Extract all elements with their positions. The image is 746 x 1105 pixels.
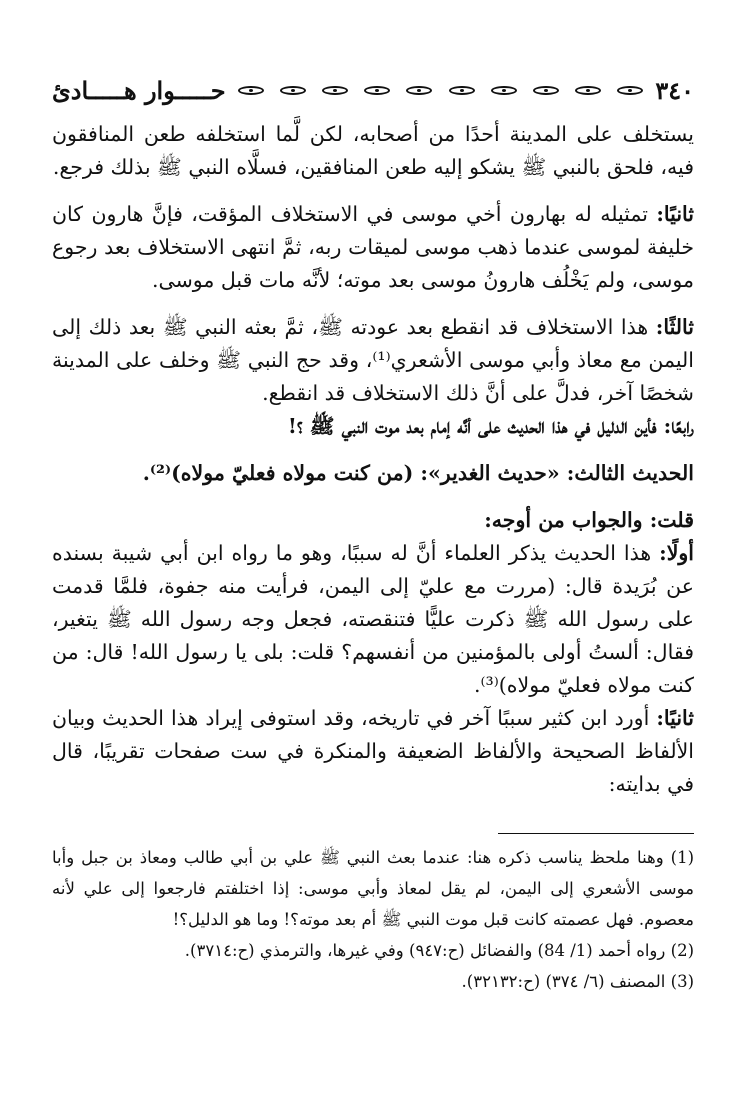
paragraph-lead: ثانيًا: (656, 202, 694, 226)
ornament-mark (322, 86, 348, 95)
header-ornament (238, 82, 644, 98)
paragraph-lead: ثالثًا: (655, 315, 694, 339)
paragraph-lead: أولًا: (659, 541, 694, 565)
paragraph (52, 537, 694, 702)
paragraph-text: هذا الاستخلاف قد انقطع بعد عودته ﷺ، ثمَّ بعثه النبي ﷺ بعد ذلك إلى اليمن مع معاذ وأبي موسى الأشعري⁽¹⁾، وقد حج النبي ﷺ وخلف على المدينة شخصًا آخر، فدلَّ على أنَّ ذلك الاستخلاف قد انقطع. (52, 315, 694, 405)
paragraph-lead: رابعًا: (663, 414, 694, 438)
ornament-mark (364, 86, 390, 95)
ornament-mark (491, 86, 517, 95)
footnote: (2) رواه أحمد (1/ 84) والفضائل (ح:٩٤٧) وفي غيرها، والترمذي (ح:٣٧١٤). (184, 941, 694, 960)
paragraph-text: يستخلف على المدينة أحدًا من أصحابه، لكن لَّما استخلفه طعن المنافقون فيه، فلحق بالنبي ﷺ يشكو إليه طعن المنافقين، فسلَّاه النبي ﷺ بذلك فرجع. (52, 122, 694, 179)
footnote-divider (498, 833, 694, 834)
paragraph (52, 702, 694, 801)
paragraph (52, 118, 694, 184)
paragraph-text: فأين الدليل في هذا الحديث على أنَّه إمام بعد موت النبي ﷺ ؟! (287, 414, 664, 438)
footnotes (52, 842, 694, 997)
ornament-mark (617, 86, 643, 95)
ornament-mark (575, 86, 601, 95)
paragraph (52, 504, 694, 537)
ornament-mark (449, 86, 475, 95)
ornament-mark (280, 86, 306, 95)
footnote: (3) المصنف (٦/ ٣٧٤) (ح:٣٢١٣٢). (461, 972, 694, 991)
ornament-mark (406, 86, 432, 95)
paragraph (52, 198, 694, 297)
paragraph (52, 457, 694, 490)
running-title: حـــــوار هـــــادئ (52, 75, 226, 105)
paragraph-lead: ثانيًا: (656, 706, 694, 730)
main-text (52, 118, 694, 801)
page-number: ٣٤٠ (655, 75, 694, 105)
paragraph-text: تمثيله له بهارون أخي موسى في الاستخلاف المؤقت، فإنَّ هارون كان خليفة لموسى عندما ذهب موسى لميقات ربه، ثمَّ انتهى الاستخلاف بعد رجوع موسى، ولم يَخْلُف هارونُ موسى بعد موته؛ لأنَّه مات قبل موسى. (52, 202, 694, 292)
paragraph (52, 410, 694, 443)
answer-heading: قلت: والجواب من أوجه: (484, 508, 694, 532)
hadith-heading: الحديث الثالث: «حديث الغدير»: (من كنت مولاه فعليّ مولاه)⁽²⁾. (142, 461, 694, 485)
page-header (52, 70, 694, 110)
ornament-mark (238, 86, 264, 95)
paragraph-text: أورد ابن كثير سببًا آخر في تاريخه، وقد استوفى إيراد هذا الحديث وبيان الألفاظ الصحيحة والألفاظ الضعيفة والمنكرة في ست صفحات تقريبًا، قال في بدايته: (52, 706, 694, 796)
ornament-mark (533, 86, 559, 95)
footnote: (1) وهنا ملحظ يناسب ذكره هنا: عندما بعث النبي ﷺ علي بن أبي طالب ومعاذ بن جبل وأبا موسى الأشعري إلى اليمن، لم يقل لمعاذ وأبي موسى: إذا اختلفتم فارجعوا إلى علي لأنه معصوم. فهل عصمته كانت قبل موت النبي ﷺ أم بعد موته؟! وما هو الدليل؟! (52, 848, 694, 929)
paragraph-text: هذا الحديث يذكر العلماء أنَّ له سببًا، وهو ما رواه ابن أبي شيبة بسنده عن بُرَيدة قال: (مررت مع عليّ إلى اليمن، فرأيت منه جفوة، فلمَّا قدمت على رسول الله ﷺ ذكرت عليًّا فتنقصته، فجعل وجه رسول الله ﷺ يتغير، فقال: ألستُ أولى بالمؤمنين من أنفسهم؟ قلت: بلى يا رسول الله! قال: من كنت مولاه فعليّ مولاه)⁽³⁾. (52, 541, 694, 697)
paragraph (52, 311, 694, 410)
